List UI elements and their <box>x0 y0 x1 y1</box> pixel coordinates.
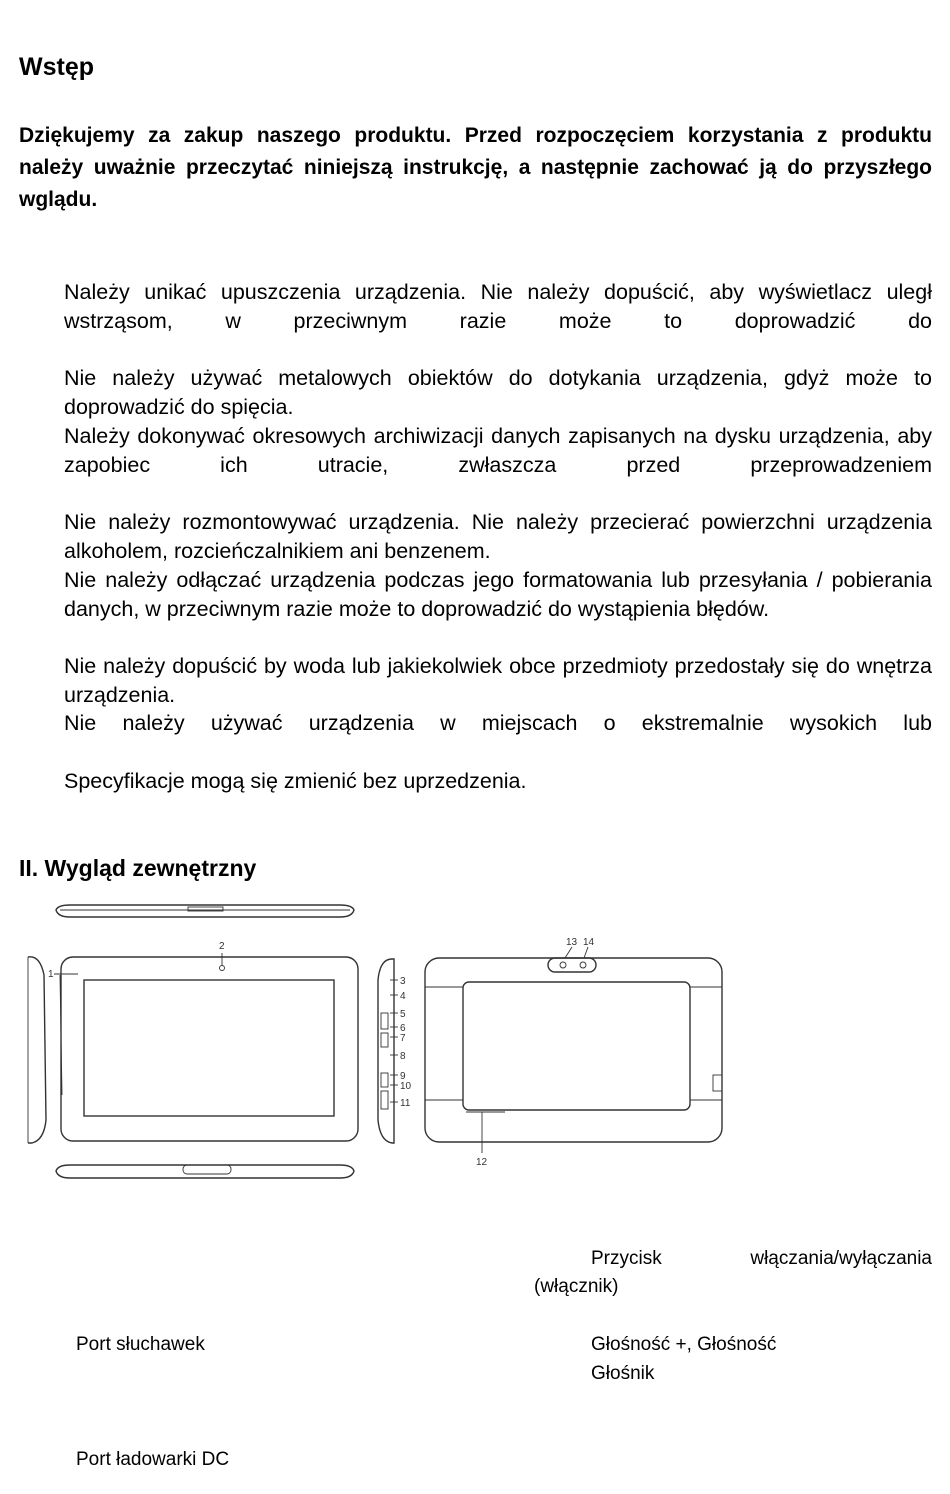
intro-paragraph: Dziękujemy za zakup naszego produktu. Przed rozpoczęciem korzystania z produktu należy uważnie przeczytać niniejszą instrukcję, a następnie zachować ją do przyszłego wglądu. <box>19 124 932 211</box>
tablet-diagram <box>0 895 950 1185</box>
callout-9: 9 <box>400 1071 406 1082</box>
label-speaker: Głośnik <box>591 1363 655 1384</box>
callout-3: 3 <box>400 976 406 987</box>
bottom-edge-view <box>56 1165 354 1178</box>
callout-7: 7 <box>400 1033 406 1044</box>
warning-formatting: Nie należy odłączać urządzenia podczas jego formatowania lub przesyłania / pobierania danych, w przeciwnym razie może to doprowadzić do wystąpienia błędów. <box>64 568 932 621</box>
callout-2: 2 <box>219 941 225 952</box>
label-volume: Głośność +, Głośność <box>591 1334 777 1355</box>
warning-water: Nie należy dopuścić by woda lub jakiekolwiek obce przedmioty przedostały się do wnętrza urządzenia. <box>64 654 932 707</box>
callout-6: 6 <box>400 1023 406 1034</box>
warning-backup: Należy dokonywać okresowych archiwizacji danych zapisanych na dysku urządzenia, aby zapobiec ich utracie, zwłaszcza przed przeprowadzeniem <box>64 424 932 477</box>
callout-11: 11 <box>400 1098 411 1109</box>
callout-8: 8 <box>400 1051 406 1062</box>
back-view <box>425 947 722 1153</box>
front-view <box>54 953 358 1141</box>
callout-13: 13 <box>566 937 578 948</box>
right-side-view <box>378 959 398 1143</box>
callout-12: 12 <box>476 1157 488 1168</box>
label-headphone-port: Port słuchawek <box>76 1334 205 1355</box>
callout-5: 5 <box>400 1009 406 1020</box>
label-power-word-2: włączania/wyłączania <box>750 1248 932 1269</box>
callout-14: 14 <box>583 937 595 948</box>
callout-4: 4 <box>400 991 406 1002</box>
callout-10: 10 <box>400 1081 412 1092</box>
left-side-view <box>28 957 62 1143</box>
label-dc-port: Port ładowarki DC <box>76 1449 230 1470</box>
warning-drop: Należy unikać upuszczenia urządzenia. Nie należy dopuścić, aby wyświetlacz uległ wstrząsom, w przeciwnym razie może to doprowadzić do <box>64 280 932 333</box>
section-title-intro: Wstęp <box>19 53 94 81</box>
warning-metal: Nie należy używać metalowych obiektów do dotykania urządzenia, gdyż może to doprowadzić do spięcia. <box>64 366 932 419</box>
section-title-appearance: II. Wygląd zewnętrzny <box>19 855 257 881</box>
label-power-word-1: Przycisk <box>591 1248 662 1269</box>
label-power-word-3: (włącznik) <box>534 1276 619 1297</box>
warning-temperature: Nie należy używać urządzenia w miejscach o ekstremalnie wysokich lub <box>64 711 932 735</box>
warning-disassemble: Nie należy rozmontowywać urządzenia. Nie należy przecierać powierzchni urządzenia alkoholem, rozcieńczalnikiem ani benzenem. <box>64 510 932 563</box>
warning-specifications: Specyfikacje mogą się zmienić bez uprzedzenia. <box>64 769 527 793</box>
top-edge-view <box>56 905 354 917</box>
callout-1: 1 <box>48 969 54 980</box>
